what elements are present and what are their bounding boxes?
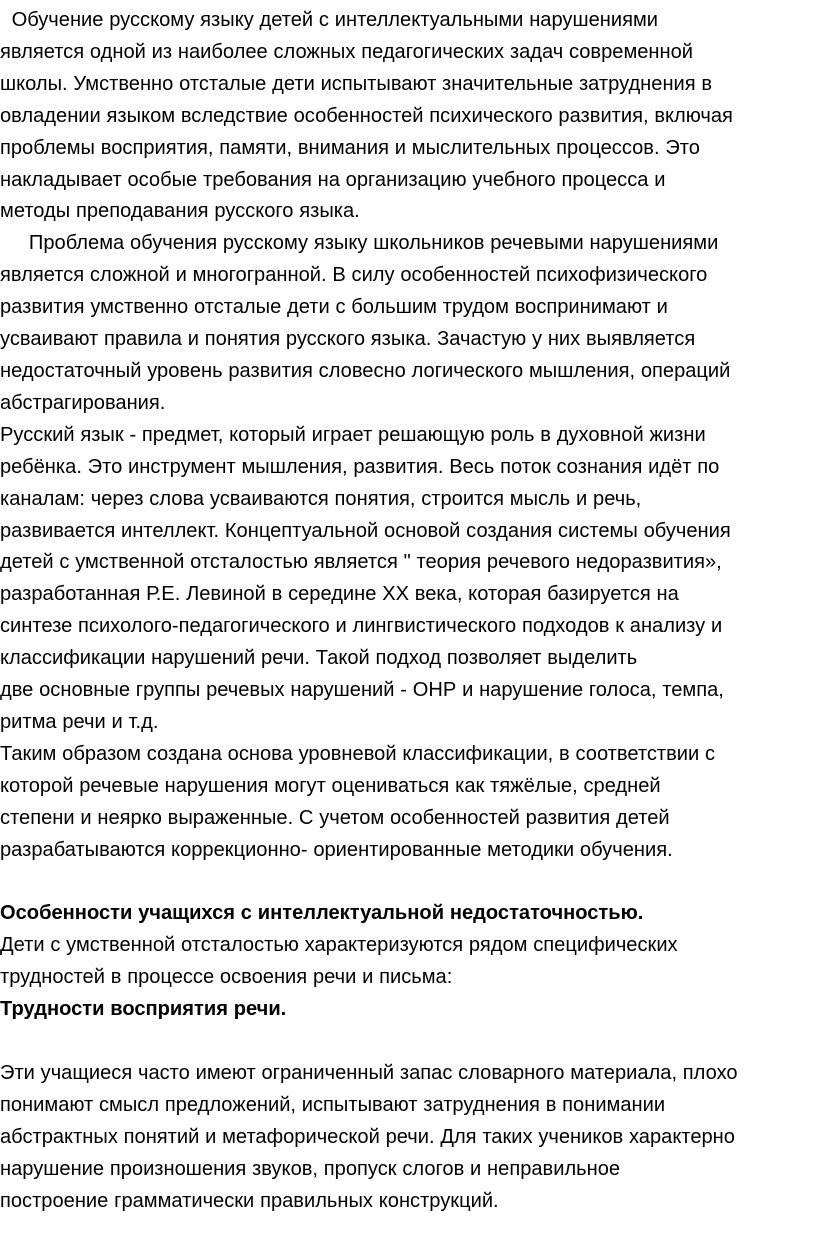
text-line: классификации нарушений речи. Такой подход позволяет выделить (0, 647, 638, 670)
text-line: разработанная Р.Е. Левиной в середине XX века, которая базируется на (0, 583, 679, 606)
text-line: Проблема обучения русскому языку школьников речевыми нарушениями (0, 232, 719, 255)
text-line: каналам: через слова усваиваются понятия, строится мысль и речь, (0, 487, 642, 510)
paragraph-perception (0, 1058, 816, 1218)
section-heading-block (0, 898, 816, 1026)
paragraph-russian-language (0, 420, 816, 739)
text-line: абстрактных понятий и метафорической речи. Для таких учеников характерно (0, 1125, 735, 1148)
text-line: проблемы восприятия, памяти, внимания и мыслительных процессов. Это (0, 136, 700, 159)
text-line: Таким образом создана основа уровневой классификации, в соответствии с (0, 742, 716, 765)
text-line: Дети с умственной отсталостью характеризуются рядом специфических (0, 934, 678, 957)
text-line: которой речевые нарушения могут оцениваться как тяжёлые, средней (0, 774, 661, 797)
subheading: Трудности восприятия речи. (0, 998, 287, 1021)
text-line: трудностей в процессе освоения речи и письма: (0, 966, 453, 989)
text-line: усваивают правила и понятия русского языка. Зачастую у них выявляется (0, 328, 696, 351)
text-line: абстрагирования. (0, 391, 166, 414)
blank-line (0, 866, 816, 898)
text-line: две основные группы речевых нарушений - ОНР и нарушение голоса, темпа, (0, 679, 724, 702)
text-line: разрабатываются коррекционно- ориентированные методики обучения. (0, 838, 673, 861)
text-line: синтезе психолого-педагогического и лингвистического подходов к анализу и (0, 615, 723, 638)
text-line: развития умственно отсталые дети с большим трудом воспринимают и (0, 296, 668, 319)
text-line: ребёнка. Это инструмент мышления, развития. Весь поток сознания идёт по (0, 455, 720, 478)
blank-line (0, 1026, 816, 1058)
text-line: ритма речи и т.д. (0, 710, 159, 733)
text-line: построение грамматически правильных конструкций. (0, 1189, 499, 1212)
paragraph-intro (0, 5, 816, 228)
text-line: степени и неярко выраженные. С учетом особенностей развития детей (0, 806, 670, 829)
text-line: школы. Умственно отсталые дети испытывают значительные затруднения в (0, 72, 713, 95)
text-line: Русский язык - предмет, который играет решающую роль в духовной жизни (0, 423, 706, 446)
text-line: детей с умственной отсталостью является " теория речевого недоразвития», (0, 551, 722, 574)
text-line: понимают смысл предложений, испытывают затруднения в понимании (0, 1093, 666, 1116)
section-heading: Особенности учащихся с интеллектуальной недостаточностью. (0, 902, 644, 925)
text-line: недостаточный уровень развития словесно логического мышления, операций (0, 359, 731, 382)
text-line: нарушение произношения звуков, пропуск слогов и неправильное (0, 1157, 621, 1180)
paragraph-classification (0, 739, 816, 867)
text-line: накладывает особые требования на организацию учебного процесса и (0, 168, 666, 191)
text-line: Эти учащиеся часто имеют ограниченный запас словарного материала, плохо (0, 1061, 738, 1084)
text-line: является сложной и многогранной. В силу особенностей психофизического (0, 264, 708, 287)
text-line: развивается интеллект. Концептуальной основой создания системы обучения (0, 519, 731, 542)
text-line: методы преподавания русского языка. (0, 200, 360, 223)
text-line: овладении языком вследствие особенностей психического развития, включая (0, 104, 733, 127)
paragraph-problem (0, 228, 816, 419)
text-line: является одной из наиболее сложных педагогических задач современной (0, 40, 694, 63)
text-line: Обучение русскому языку детей с интеллектуальными нарушениями (0, 9, 658, 31)
